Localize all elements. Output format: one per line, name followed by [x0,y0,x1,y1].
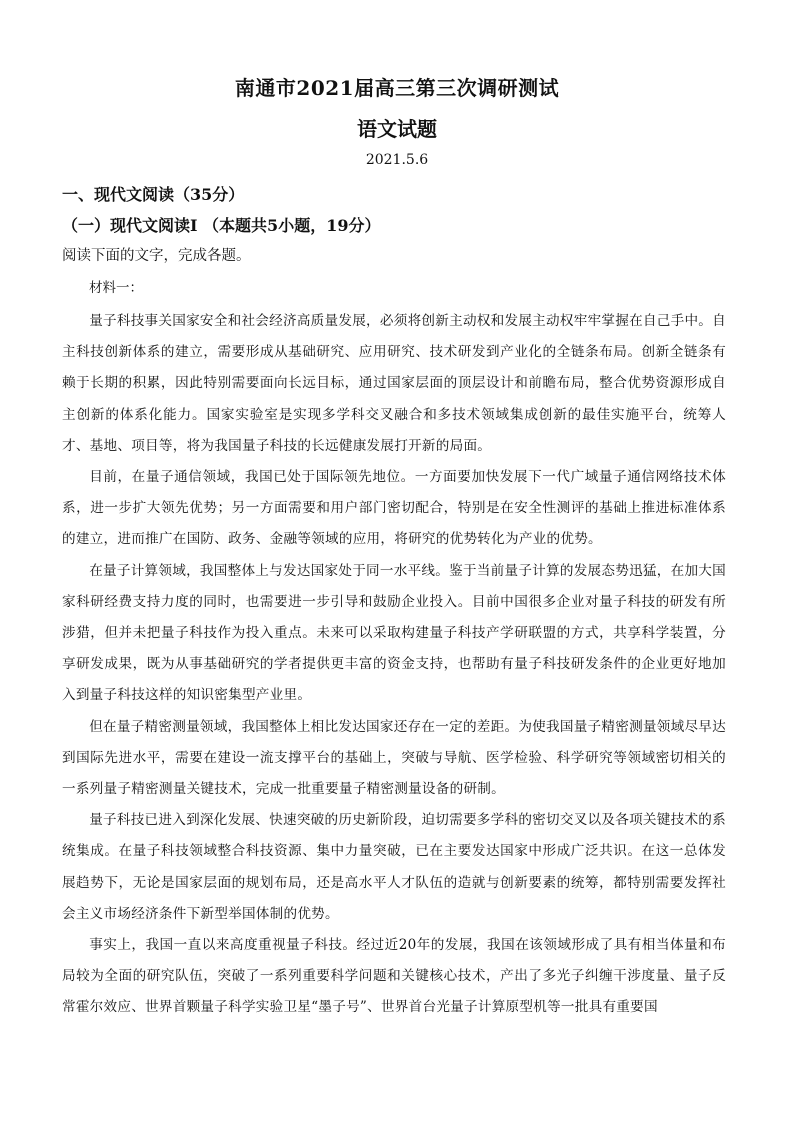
article-body [62,306,726,1024]
document-date: 2021.5.6 [365,152,429,168]
paragraph: 在量子计算领域，我国整体上与发达国家处于同一水平线。鉴于当前量子计算的发展态势迅猛，在加大国家科研经费支持力度的同时，也需要进一步引导和鼓励企业投入。目前中国很多企业对量子科技的研发有所涉猎，但并未把量子科技作为投入重点。未来可以采取构建量子科技产学研联盟的方式，共享科学装置，分享研发成果，既为从事基础研究的学者提供更丰富的资金支持，也帮助有量子科技研发条件的企业更好地加入到量子科技这样的知识密集型产业里。 [62,562,726,704]
paragraph: 目前，在量子通信领域，我国已处于国际领先地位。一方面要加快发展下一代广域量子通信网络技术体系，进一步扩大领先优势；另一方面需要和用户部门密切配合，特别是在安全性测评的基础上推进标准体系的建立，进而推广在国防、政务、金融等领域的应用，将研究的优势转化为产业的优势。 [62,469,726,548]
document-title: 南通市2021届高三第三次调研测试 [234,76,560,100]
section-subheading: （一）现代文阅读Ⅰ （本题共5小题，19分） [62,216,381,235]
paragraph: 但在量子精密测量领域，我国整体上相比发达国家还存在一定的差距。为使我国量子精密测量领域尽早达到国际先进水平，需要在建设一流支撑平台的基础上，突破与导航、医学检验、科学研究等领域密切相关的一系列量子精密测量关键技术，完成一批重要量子精密测量设备的研制。 [62,718,726,798]
material-label: 材料一： [89,280,143,296]
paragraph: 事实上，我国一直以来高度重视量子科技。经过近20年的发展，我国在该领域形成了具有相当体量和布局较为全面的研究队伍，突破了一系列重要科学问题和关键核心技术，产出了多光子纠缠干涉度量、量子反常霍尔效应、世界首颗量子科学实验卫星“墨子号”、世界首台光量子计算原型机等一批具有重要国 [62,937,726,1016]
paragraph: 量子科技事关国家安全和社会经济高质量发展，必须将创新主动权和发展主动权牢牢掌握在自己手中。自主科技创新体系的建立，需要形成从基础研究、应用研究、技术研发到产业化的全链条布局。创新全链条有赖于长期的积累，因此特别需要面向长远目标，通过国家层面的顶层设计和前瞻布局，整合优势资源形成自主创新的体系化能力。国家实验室是实现多学科交叉融合和多技术领域集成创新的最佳实施平台，统筹人才、基地、项目等，将为我国量子科技的长远健康发展打开新的局面。 [62,313,726,454]
document-subtitle: 语文试题 [357,117,437,141]
reading-instruction: 阅读下面的文字，完成各题。 [62,248,251,264]
section-heading: 一、现代文阅读（35分） [62,185,245,204]
paragraph: 量子科技已进入到深化发展、快速突破的历史新阶段，迫切需要多学科的密切交叉以及各项关键技术的系统集成。在量子科技领域整合科技资源、集中力量突破，已在主要发达国家中形成广泛共识。在这一总体发展趋势下，无论是国家层面的规划布局，还是高水平人才队伍的造就与创新要素的统筹，都特别需要发挥社会主义市场经济条件下新型举国体制的优势。 [62,812,726,922]
